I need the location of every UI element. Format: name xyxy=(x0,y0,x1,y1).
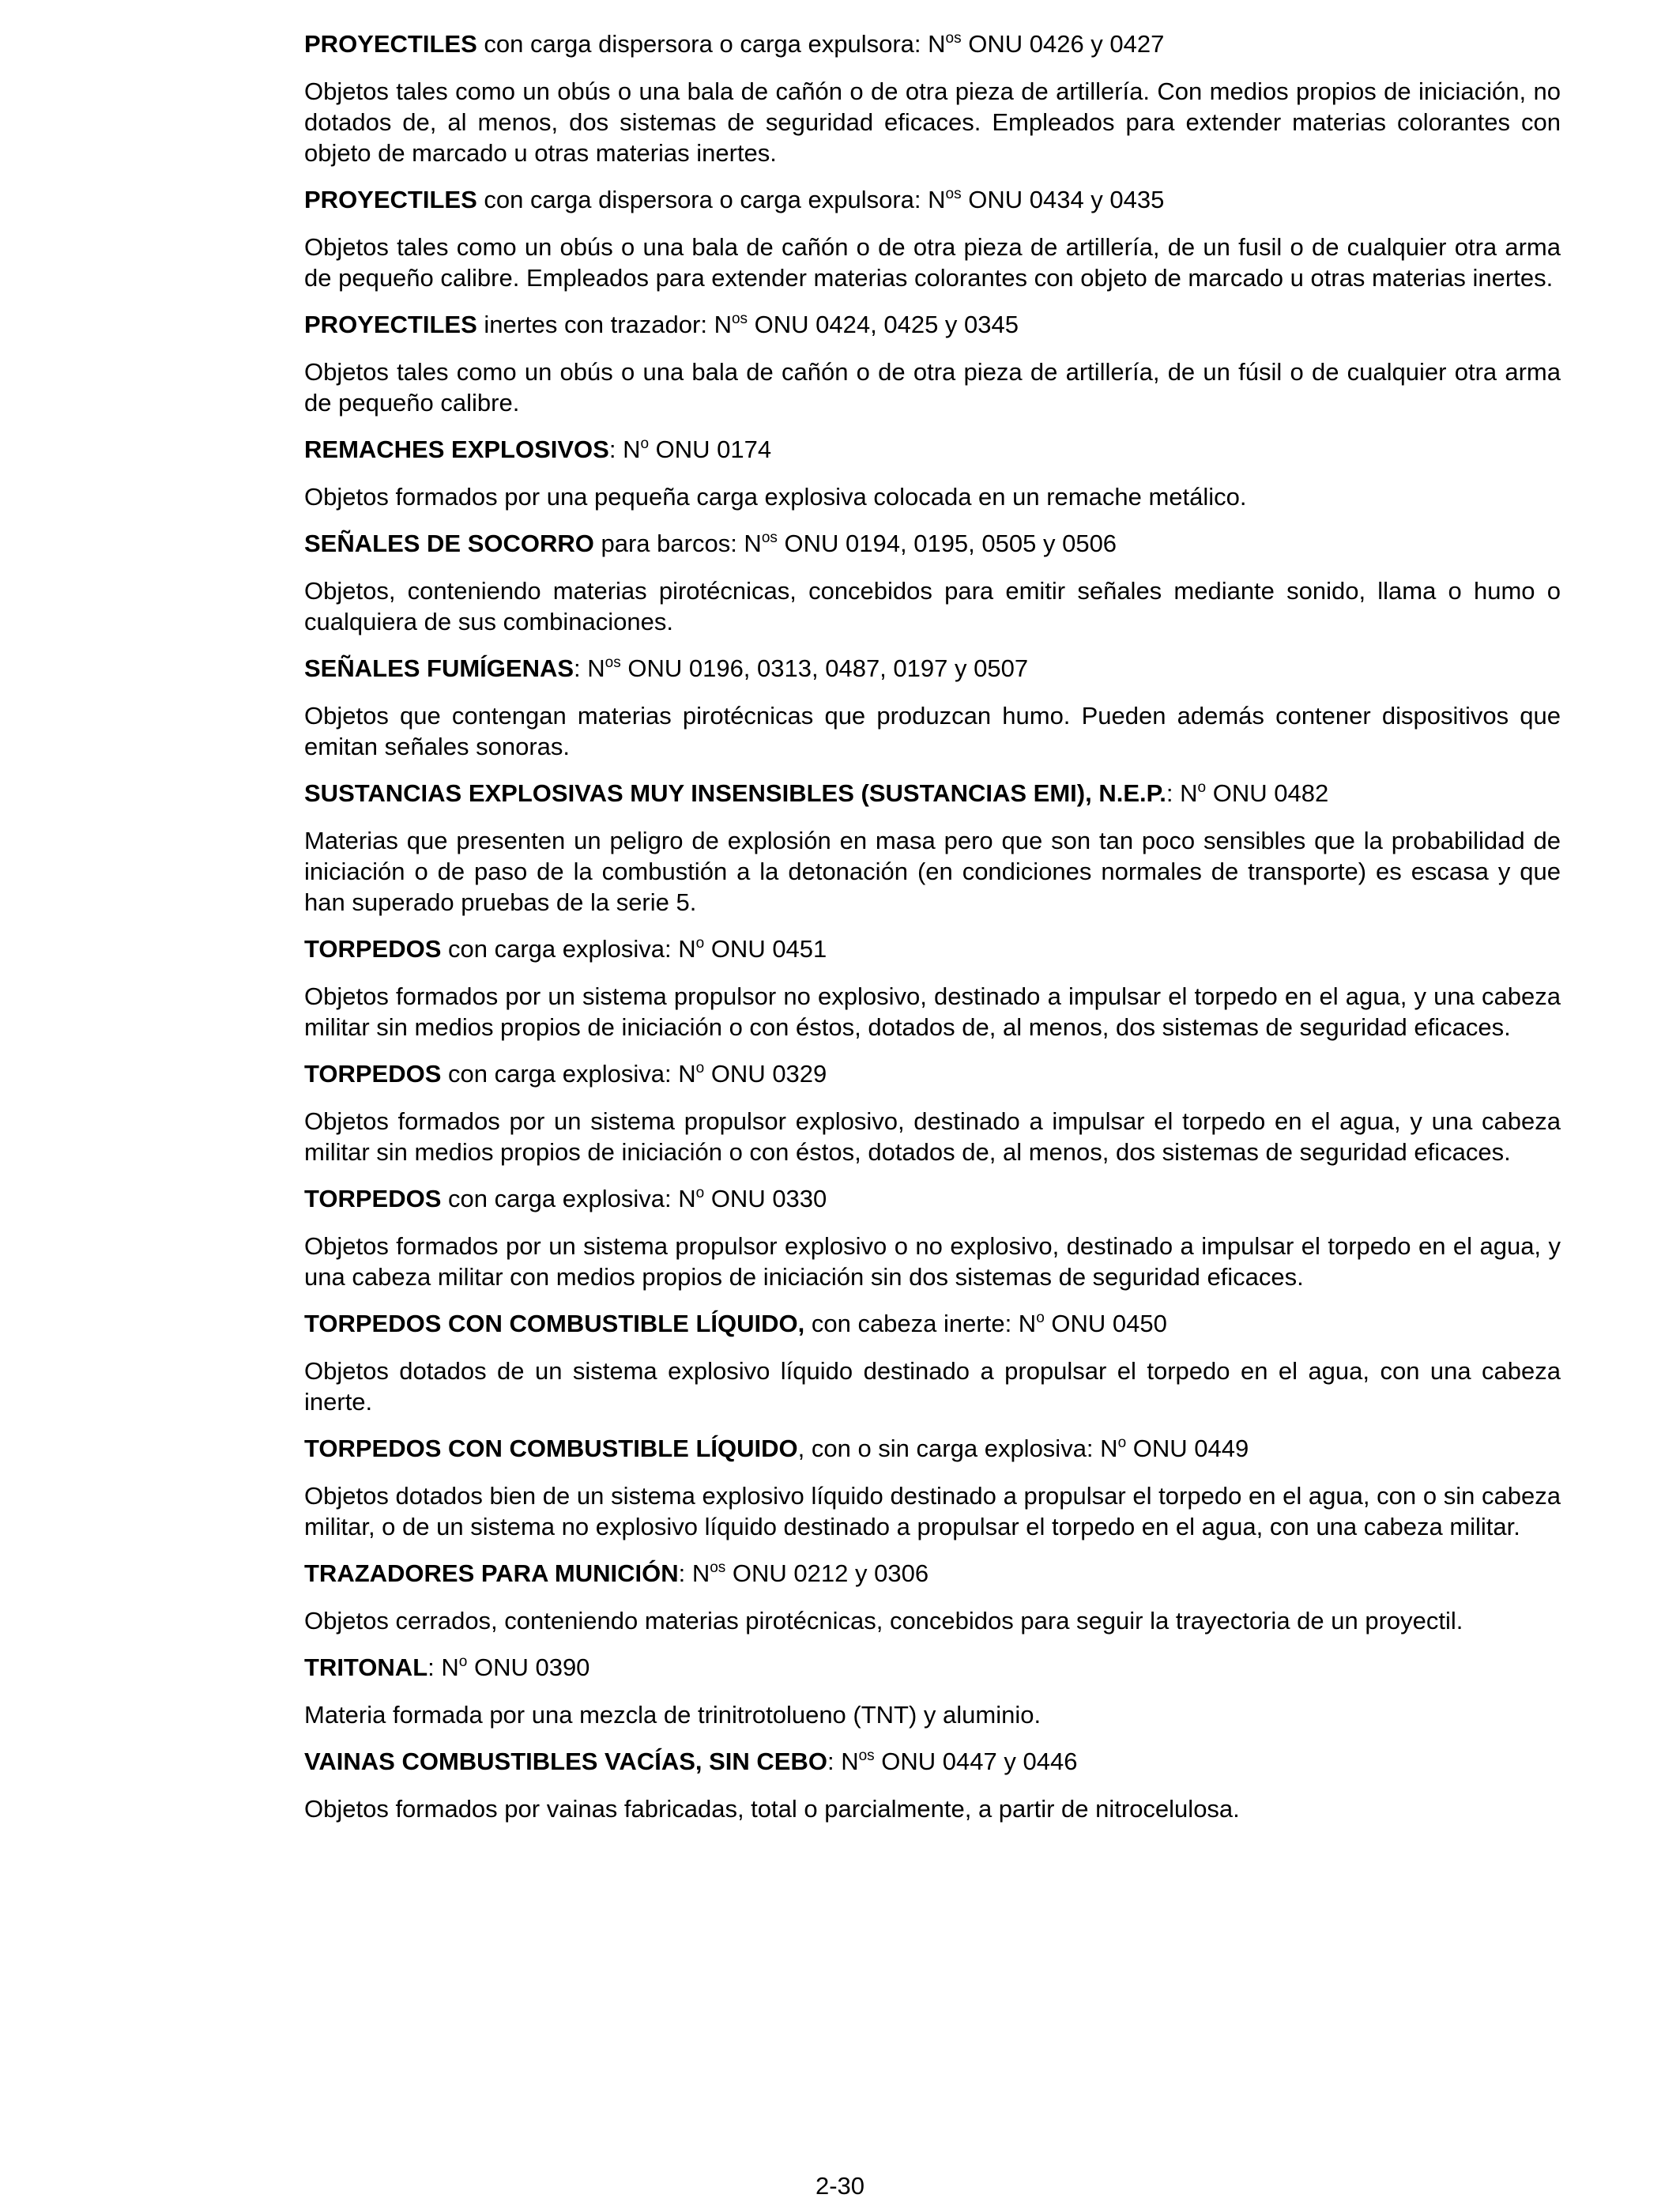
entry-heading xyxy=(304,1183,1561,1215)
entry-description: Objetos tales como un obús o una bala de cañón o de otra pieza de artillería, de un fusil o de cualquier otra arma de pequeño calibre. Empleados para extender materias colorantes con objeto de marcado u otras materias inertes. xyxy=(304,233,1561,292)
entry xyxy=(304,434,1561,512)
entry-heading-text: : N xyxy=(574,654,605,682)
entry-heading xyxy=(304,1652,1561,1684)
entry-name: REMACHES EXPLOSIVOS xyxy=(304,435,609,463)
entry-heading-text: : N xyxy=(827,1748,859,1775)
entry-heading-text: inertes con trazador: N xyxy=(477,311,732,338)
entry-un-numbers: ONU 0212 y 0306 xyxy=(725,1559,929,1587)
entry-heading xyxy=(304,1058,1561,1090)
entry-heading-text: con carga dispersora o carga expulsora: N xyxy=(477,30,946,58)
entry-heading-sup: os xyxy=(605,654,621,671)
entry-heading xyxy=(304,309,1561,341)
entry-heading-sup: os xyxy=(945,30,962,47)
entry-heading xyxy=(304,1746,1561,1778)
entry-description: Objetos formados por un sistema propulsor explosivo, destinado a impulsar el torpedo en el agua, y una cabeza militar sin medios propios de iniciación o con éstos, dotados de, al menos, dos sistemas de seguridad eficaces. xyxy=(304,1107,1561,1166)
entry-un-numbers: ONU 0174 xyxy=(649,435,772,463)
entry-name: SUSTANCIAS EXPLOSIVAS MUY INSENSIBLES (SUSTANCIAS EMI), N.E.P. xyxy=(304,779,1166,807)
entry-name: TORPEDOS xyxy=(304,1185,442,1212)
entry-heading xyxy=(304,1308,1561,1340)
entry-un-numbers: ONU 0451 xyxy=(704,935,827,963)
entry xyxy=(304,528,1561,637)
entry-name: VAINAS COMBUSTIBLES VACÍAS, SIN CEBO xyxy=(304,1748,827,1775)
entry-heading-sup: o xyxy=(640,435,650,452)
entry-description: Objetos dotados de un sistema explosivo líquido destinado a propulsar el torpedo en el agua, con una cabeza inerte. xyxy=(304,1357,1561,1416)
entry xyxy=(304,309,1561,418)
entry-description: Objetos cerrados, conteniendo materias pirotécnicas, concebidos para seguir la trayectoria de un proyectil. xyxy=(304,1607,1463,1635)
entry-un-numbers: ONU 0450 xyxy=(1044,1310,1167,1337)
entry-heading-sup: o xyxy=(695,1185,705,1201)
entry-heading xyxy=(304,528,1561,560)
entry-heading-text: , con o sin carga explosiva: N xyxy=(797,1435,1118,1462)
entry-description: Materia formada por una mezcla de trinitrotolueno (TNT) y aluminio. xyxy=(304,1701,1042,1729)
entry-heading-sup: o xyxy=(458,1653,468,1670)
page-number: 2-30 xyxy=(815,2172,865,2200)
entry-heading xyxy=(304,933,1561,965)
entry-name: PROYECTILES xyxy=(304,30,477,58)
entry-heading-text: : N xyxy=(1166,779,1198,807)
entry-heading-sup: os xyxy=(761,530,778,546)
entry-heading-sup: os xyxy=(710,1559,726,1576)
entry-heading-sup: os xyxy=(945,186,962,202)
entry-heading-sup: o xyxy=(695,935,705,952)
entry xyxy=(304,933,1561,1043)
entry-description: Objetos tales como un obús o una bala de cañón o de otra pieza de artillería. Con medios propios de iniciación, no dotados de, al menos, dos sistemas de seguridad eficaces. Empleados para extender materias colorantes con objeto de marcado u otras materias inertes. xyxy=(304,77,1561,167)
entry-description: Objetos dotados bien de un sistema explosivo líquido destinado a propulsar el torpedo en el agua, con o sin cabeza militar, o de un sistema no explosivo líquido destinado a propulsar el torpedo en el agua, con una cabeza militar. xyxy=(304,1482,1561,1540)
entry-heading-sup: o xyxy=(695,1060,705,1076)
entry-heading-text: : N xyxy=(608,435,641,463)
entry-description: Objetos formados por vainas fabricadas, total o parcialmente, a partir de nitrocelulosa. xyxy=(304,1795,1240,1823)
entry-name: TORPEDOS xyxy=(304,1060,442,1088)
entry-un-numbers: ONU 0330 xyxy=(704,1185,827,1212)
entry xyxy=(304,1652,1561,1730)
entry-heading-sup: o xyxy=(1036,1310,1045,1326)
entry xyxy=(304,653,1561,762)
entry-name: TORPEDOS CON COMBUSTIBLE LÍQUIDO, xyxy=(304,1310,805,1337)
entry-un-numbers: ONU 0482 xyxy=(1206,779,1329,807)
entry-heading-text: para barcos: N xyxy=(593,530,762,557)
entry-heading-text: con carga explosiva: N xyxy=(441,1060,696,1088)
entry-un-numbers: ONU 0426 y 0427 xyxy=(961,30,1165,58)
entry xyxy=(304,1183,1561,1292)
entry-heading-text: con carga dispersora o carga expulsora: N xyxy=(477,186,946,213)
entry-heading-text: con carga explosiva: N xyxy=(441,1185,696,1212)
entry-un-numbers: ONU 0390 xyxy=(467,1653,590,1681)
entry-name: TRAZADORES PARA MUNICIÓN xyxy=(304,1559,679,1587)
entry-un-numbers: ONU 0329 xyxy=(704,1060,827,1088)
entry-un-numbers: ONU 0424, 0425 y 0345 xyxy=(748,311,1019,338)
entry-heading-text: con cabeza inerte: N xyxy=(804,1310,1037,1337)
entry-name: PROYECTILES xyxy=(304,186,477,213)
entry-heading xyxy=(304,653,1561,684)
entry xyxy=(304,28,1561,168)
entry xyxy=(304,1308,1561,1417)
entry-heading xyxy=(304,1558,1561,1589)
entry-description: Objetos formados por una pequeña carga explosiva colocada en un remache metálico. xyxy=(304,483,1247,511)
entry-name: SEÑALES DE SOCORRO xyxy=(304,530,594,557)
entry xyxy=(304,1746,1561,1824)
entry xyxy=(304,1433,1561,1542)
entry-heading xyxy=(304,778,1561,809)
entry-un-numbers: ONU 0196, 0313, 0487, 0197 y 0507 xyxy=(620,654,1029,682)
entry-description: Objetos formados por un sistema propulsor explosivo o no explosivo, destinado a impulsar el torpedo en el agua, y una cabeza militar con medios propios de iniciación sin dos sistemas de seguridad eficaces. xyxy=(304,1232,1561,1291)
entry-name: TORPEDOS CON COMBUSTIBLE LÍQUIDO xyxy=(304,1435,798,1462)
entry-name: TORPEDOS xyxy=(304,935,442,963)
entry-description: Objetos que contengan materias pirotécnicas que produzcan humo. Pueden además contener dispositivos que emitan señales sonoras. xyxy=(304,702,1561,760)
entry-heading-sup: os xyxy=(731,311,748,327)
entry-description: Objetos tales como un obús o una bala de cañón o de otra pieza de artillería, de un fúsil o de cualquier otra arma de pequeño calibre. xyxy=(304,358,1561,417)
entry xyxy=(304,778,1561,918)
entry-un-numbers: ONU 0449 xyxy=(1126,1435,1249,1462)
entry-name: SEÑALES FUMÍGENAS xyxy=(304,654,574,682)
entry-un-numbers: ONU 0434 y 0435 xyxy=(961,186,1165,213)
entry xyxy=(304,1058,1561,1167)
entry-heading-sup: o xyxy=(1117,1435,1127,1451)
entry-description: Objetos, conteniendo materias pirotécnicas, concebidos para emitir señales mediante sonido, llama o humo o cualquiera de sus combinaciones. xyxy=(304,577,1561,635)
entry-heading xyxy=(304,184,1561,216)
entry-heading xyxy=(304,434,1561,466)
entry-un-numbers: ONU 0447 y 0446 xyxy=(874,1748,1078,1775)
entry-description: Materias que presenten un peligro de explosión en masa pero que son tan poco sensibles que la probabilidad de iniciación o de paso de la combustión a la detonación (en condiciones normales de transporte) es escasa y que han superado pruebas de la serie 5. xyxy=(304,827,1561,916)
entry-heading-text: con carga explosiva: N xyxy=(441,935,696,963)
entry xyxy=(304,184,1561,293)
entry xyxy=(304,1558,1561,1636)
entry-description: Objetos formados por un sistema propulsor no explosivo, destinado a impulsar el torpedo en el agua, y una cabeza militar sin medios propios de iniciación o con éstos, dotados de, al menos, dos sistemas de seguridad eficaces. xyxy=(304,982,1561,1041)
entry-heading xyxy=(304,1433,1561,1465)
entry-heading-sup: os xyxy=(858,1748,875,1764)
document-body xyxy=(304,28,1561,1840)
entry-heading-text: : N xyxy=(678,1559,710,1587)
entry-name: PROYECTILES xyxy=(304,311,477,338)
entry-heading xyxy=(304,28,1561,60)
entry-heading-text: : N xyxy=(428,1653,459,1681)
entry-name: TRITONAL xyxy=(304,1653,428,1681)
entry-heading-sup: o xyxy=(1197,779,1207,796)
entry-un-numbers: ONU 0194, 0195, 0505 y 0506 xyxy=(777,530,1117,557)
